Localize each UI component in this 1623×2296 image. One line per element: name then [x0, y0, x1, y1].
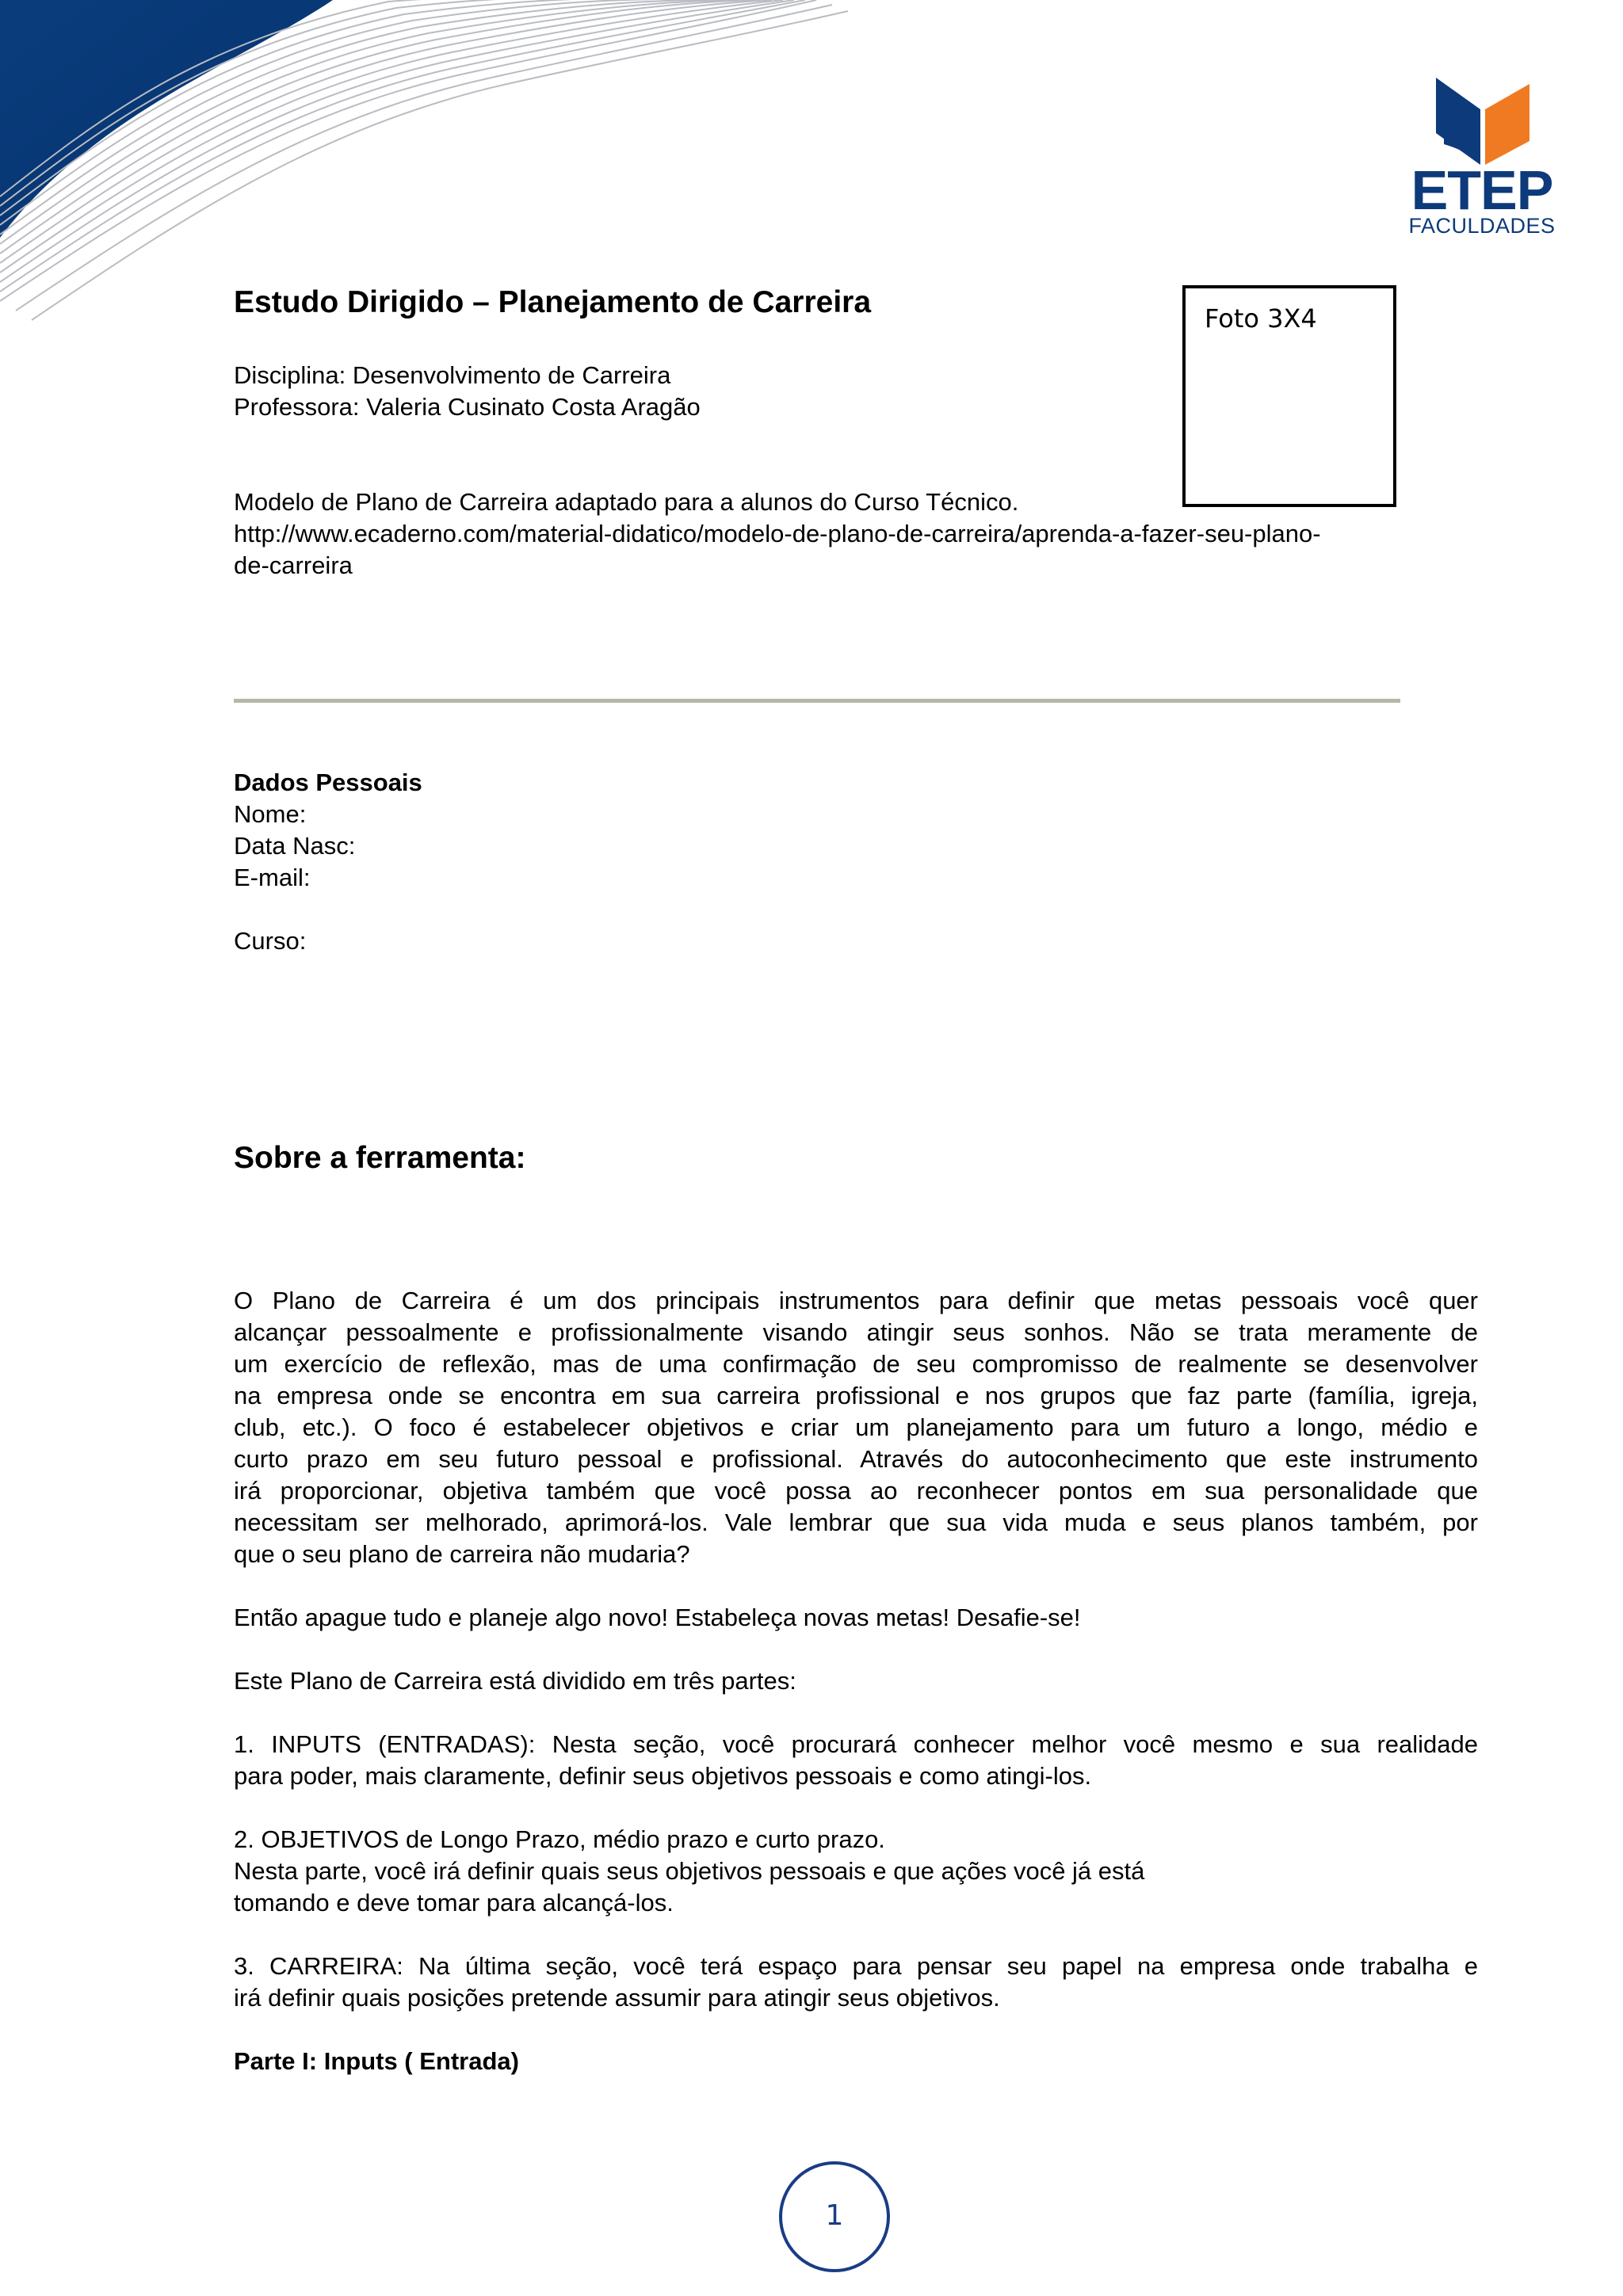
- logo-subtitle: FACULDADES: [1408, 214, 1556, 238]
- birth-date-label: Data Nasc:: [234, 832, 356, 860]
- document-title: Estudo Dirigido – Planejamento de Carreira: [234, 285, 872, 319]
- teacher-line: Professora: Valeria Cusinato Costa Aragão: [234, 393, 701, 421]
- name-label: Nome:: [234, 800, 307, 828]
- model-note-line-1: Modelo de Plano de Carreira adaptado para a alunos do Curso Técnico.: [234, 488, 1019, 516]
- model-note-url-line-3: de-carreira: [234, 551, 353, 579]
- tool-paragraph-line: irá proporcionar, objetiva também que você possa ao reconhecer pontos em sua personalidade que: [234, 1477, 1478, 1505]
- part3-description-line: irá definir quais posições pretende assumir para atingir seus objetivos.: [234, 1984, 1000, 2012]
- part1-description-line: 1. INPUTS (ENTRADAS): Nesta seção, você procurará conhecer melhor você mesmo e sua realidade: [234, 1730, 1478, 1758]
- logo-wordmark: ETEP: [1411, 159, 1553, 221]
- discipline-line: Disciplina: Desenvolvimento de Carreira: [234, 361, 671, 389]
- tool-paragraph-line: alcançar pessoalmente e profissionalmente visando atingir seus sonhos. Não se trata meramente de: [234, 1318, 1478, 1346]
- part1-heading: Parte I: Inputs ( Entrada): [234, 2047, 519, 2075]
- tool-paragraph-line: club, etc.). O foco é estabelecer objetivos e criar um planejamento para um futuro a longo, médio e: [234, 1413, 1478, 1441]
- model-note-url-line-2: http://www.ecaderno.com/material-didatico/modelo-de-plano-de-carreira/aprenda-a-fazer-seu-plano-: [234, 520, 1321, 547]
- part2-description-line: Nesta parte, você irá definir quais seus objetivos pessoais e que ações você já está: [234, 1857, 1145, 1885]
- part3-description-line: 3. CARREIRA: Na última seção, você terá espaço para pensar seu papel na empresa onde trabalha e: [234, 1952, 1478, 1980]
- call-to-action-line: Então apague tudo e planeje algo novo! Estabeleça novas metas! Desafie-se!: [234, 1604, 1081, 1631]
- personal-data-heading: Dados Pessoais: [234, 769, 422, 796]
- tool-paragraph-line: um exercício de reflexão, mas de uma confirmação de seu compromisso de realmente se desenvolver: [234, 1350, 1478, 1378]
- parts-intro-line: Este Plano de Carreira está dividido em três partes:: [234, 1667, 796, 1695]
- tool-paragraph-line: necessitam ser melhorado, aprimorá-los. Vale lembrar que sua vida muda e seus planos também, por: [234, 1508, 1478, 1536]
- course-label: Curso:: [234, 927, 307, 955]
- part1-description-line: para poder, mais claramente, definir seus objetivos pessoais e como atingi-los.: [234, 1762, 1092, 1790]
- part2-description-line: 2. OBJETIVOS de Longo Prazo, médio prazo e curto prazo.: [234, 1825, 885, 1853]
- email-label: E-mail:: [234, 864, 311, 891]
- page-number: 1: [779, 2161, 890, 2272]
- photo-placeholder-box: [1182, 285, 1396, 507]
- photo-label: Foto 3X4: [1205, 303, 1317, 334]
- tool-paragraph-line: que o seu plano de carreira não mudaria?: [234, 1540, 690, 1568]
- section-divider: [234, 699, 1400, 703]
- tool-paragraph-line: curto prazo em seu futuro pessoal e profissional. Através do autoconhecimento que este instrumento: [234, 1445, 1478, 1473]
- header-wave-graphic: [0, 0, 872, 333]
- tool-section-heading: Sobre a ferramenta:: [234, 1141, 526, 1175]
- tool-paragraph-line: O Plano de Carreira é um dos principais instrumentos para definir que metas pessoais você quer: [234, 1287, 1478, 1314]
- tool-paragraph-line: na empresa onde se encontra em sua carreira profissional e nos grupos que faz parte (família, igreja,: [234, 1382, 1478, 1409]
- part2-description-line: tomando e deve tomar para alcançá-los.: [234, 1889, 674, 1917]
